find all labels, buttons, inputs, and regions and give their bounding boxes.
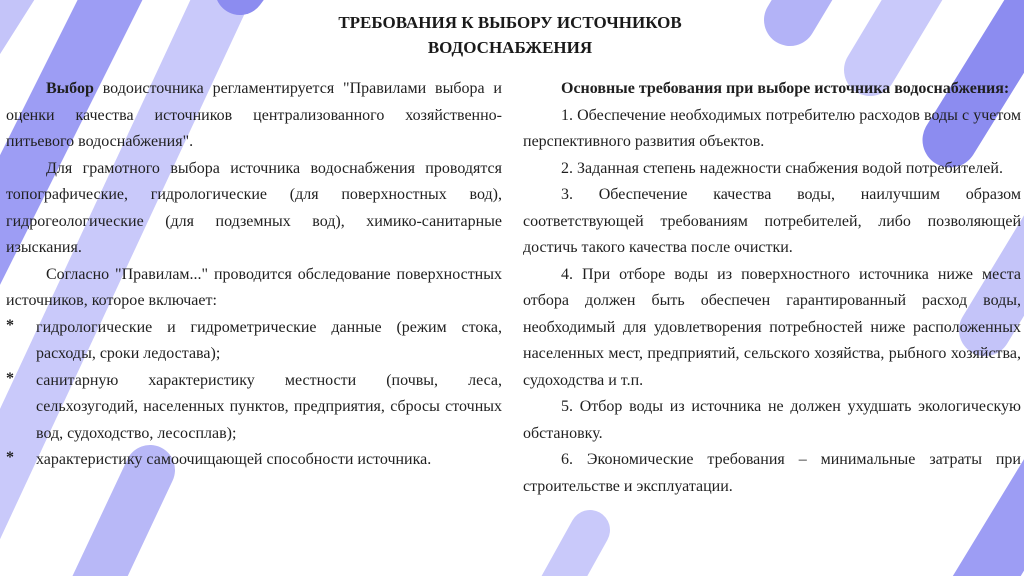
list-item <box>6 315 502 368</box>
intro-text: водоисточника регламентируется "Правилами выбора и оценки качества источников централизованного хозяйственно-питьевого водоснабжения". <box>6 80 502 150</box>
requirement-item: 5. Отбор воды из источника не должен ухудшать экологическую обстановку. <box>523 398 1021 442</box>
requirement-item: 1. Обеспечение необходимых потребителю расходов воды с учетом перспективного развития объектов. <box>523 106 1021 150</box>
left-column <box>6 76 502 474</box>
intro-bold-word: Выбор <box>46 80 94 97</box>
list-item-text: гидрологические и гидрометрические данные (режим стока, расходы, сроки ледостава); <box>36 318 502 362</box>
asterisk-icon: * <box>6 316 14 334</box>
stripe <box>540 530 590 576</box>
stripe <box>70 470 150 576</box>
rules-paragraph: Согласно "Правилам..." проводится обследование поверхностных источников, которое включает: <box>6 265 502 309</box>
surveys-paragraph: Для грамотного выбора источника водоснабжения проводятся топографические, гидрологические (для поверхностных вод), гидрогеологические (для подземных вод), химико-санитарные изыскания. <box>6 159 502 256</box>
page-title <box>250 10 770 60</box>
requirement-item: 3. Обеспечение качества воды, наилучшим образом соответствующей требованиям потребителей, либо позволяющей достичь такого качества после очистки. <box>523 186 1021 256</box>
list-item-text: санитарную характеристику местности (почвы, леса, сельхозугодий, населенных пунктов, предприятия, сбросы сточных вод, судоходство, лесосплав); <box>36 371 502 442</box>
stripe <box>790 0 850 20</box>
list-item <box>6 447 502 474</box>
stripe <box>870 0 960 70</box>
requirement-item: 2. Заданная степень надежности снабжения водой потребителей. <box>561 159 1003 177</box>
right-column <box>523 76 1021 500</box>
intro-paragraph <box>6 76 502 156</box>
asterisk-icon: * <box>6 449 14 466</box>
requirement-item: 4. При отборе воды из поверхностного источника ниже места отбора должен быть обеспечен гарантированный расход воды, необходимый для удовлетворения потребностей ниже расположенных населенных мест, предприятий, сельского хозяйства, рыбного хозяйства, судоходства и т.п. <box>523 265 1021 389</box>
survey-list <box>6 315 502 474</box>
asterisk-icon: * <box>6 369 14 387</box>
requirement-item: 6. Экономические требования – минимальные затраты при строительстве и эксплуатации. <box>523 451 1021 495</box>
title-line-1: ТРЕБОВАНИЯ К ВЫБОРУ ИСТОЧНИКОВ <box>338 13 682 32</box>
requirements-heading: Основные требования при выборе источника водоснабжения: <box>561 80 1010 97</box>
list-item <box>6 368 502 448</box>
title-line-2: ВОДОСНАБЖЕНИЯ <box>427 38 593 57</box>
list-item-text: характеристику самоочищающей способности источника. <box>36 451 432 468</box>
